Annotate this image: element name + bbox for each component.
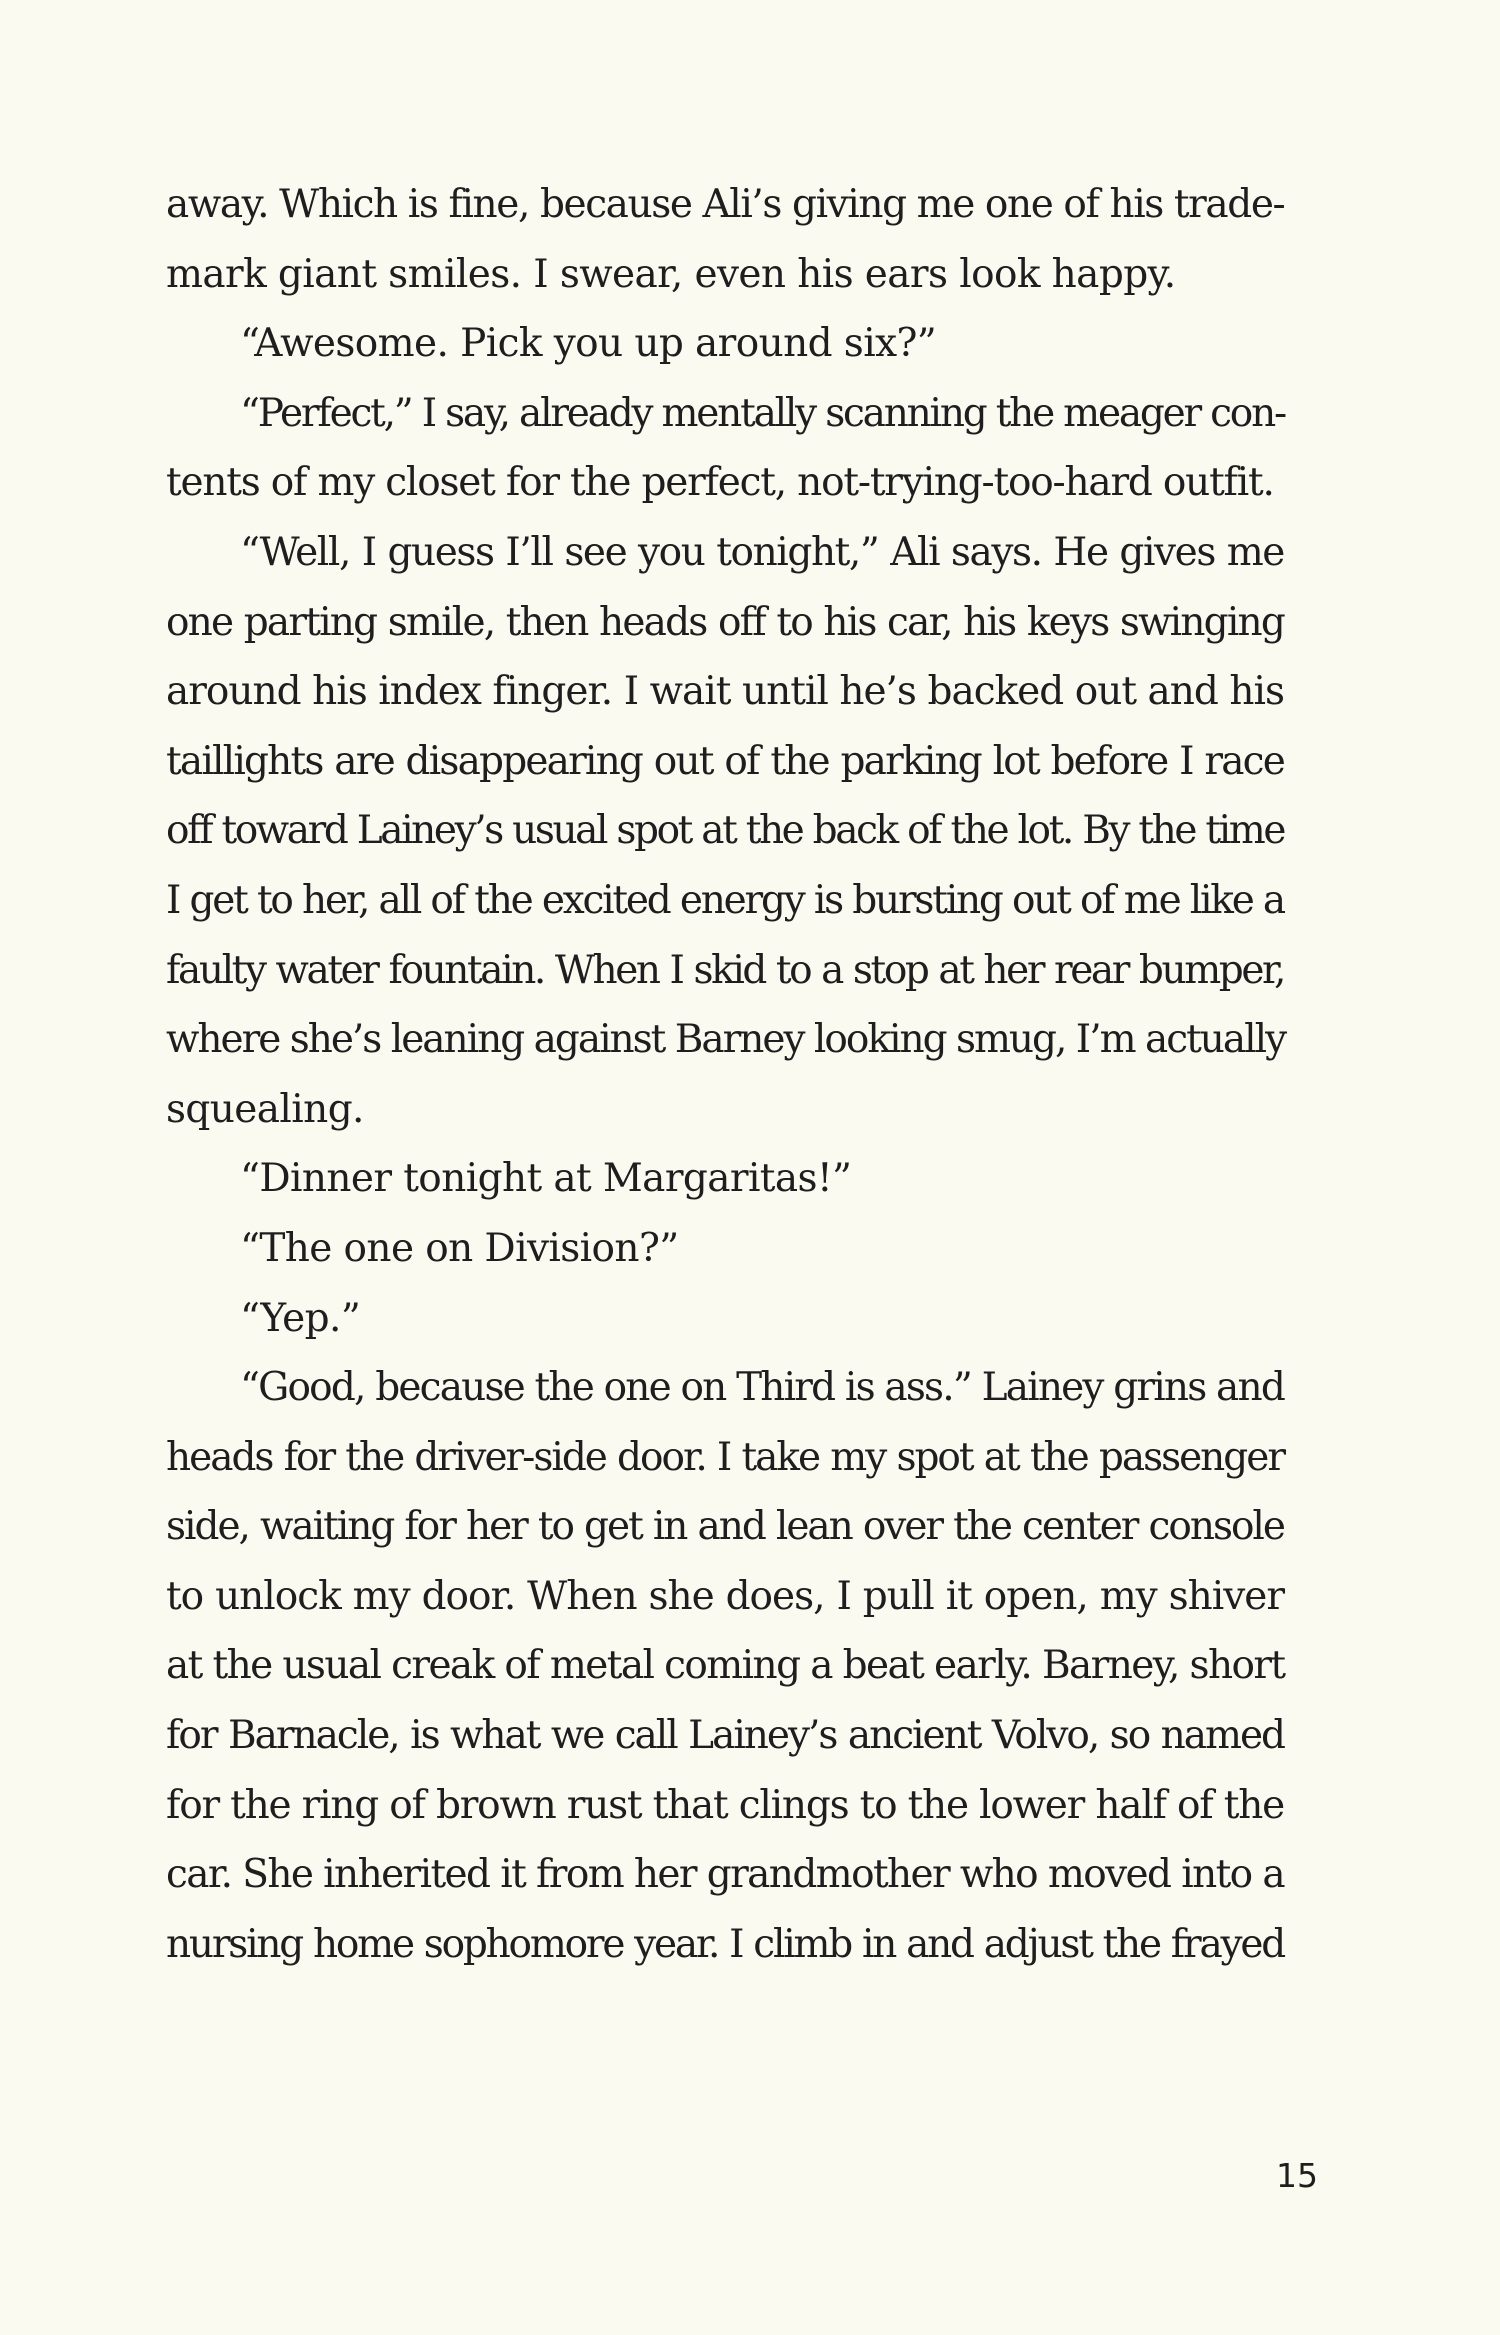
text-line: “Yep.” [240,1295,361,1341]
text-line: at the usual creak of metal coming a beat early. Barney, short [166,1643,1285,1689]
text-line: “Awesome. Pick you up around six?” [240,321,937,367]
text-line: I get to her, all of the excited energy is bursting out of me like a [166,877,1284,923]
text-line: tents of my closet for the perfect, not-trying-too-hard outfit. [166,460,1274,506]
text-line: side, waiting for her to get in and lean over the center console [166,1504,1284,1550]
text-line: taillights are disappearing out of the parking lot before I race [166,738,1284,784]
text-line: faulty water fountain. When I skid to a stop at her rear bumper, [166,947,1284,993]
text-line: for Barnacle, is what we call Lainey’s ancient Volvo, so named [166,1713,1284,1759]
text-line: “Perfect,” I say, already mentally scanning the meager con- [240,390,1285,436]
text-line: off toward Lainey’s usual spot at the back of the lot. By the time [166,808,1284,854]
text-line: around his index finger. I wait until he’s backed out and his [166,669,1284,715]
text-line: one parting smile, then heads off to his car, his keys swinging [166,599,1284,645]
text-line: car. She inherited it from her grandmother who moved into a [166,1852,1284,1898]
text-line: away. Which is fine, because Ali’s giving me one of his trade- [166,182,1285,227]
page-number: 15 [1276,2156,1318,2195]
text-line: squealing. [166,1086,364,1132]
text-line: “Dinner tonight at Margaritas!” [240,1156,852,1202]
body-text [166,170,1284,1979]
text-line: where she’s leaning against Barney looking smug, I’m actually [166,1017,1286,1063]
text-line: heads for the driver-side door. I take my spot at the passenger [166,1434,1284,1480]
text-line: for the ring of brown rust that clings to the lower half of the [166,1782,1284,1828]
text-line: nursing home sophomore year. I climb in and adjust the frayed [166,1921,1284,1967]
text-line: mark giant smiles. I swear, even his ears look happy. [166,251,1176,297]
text-line: to unlock my door. When she does, I pull it open, my shiver [166,1573,1284,1619]
text-line: “Good, because the one on Third is ass.” Lainey grins and [240,1365,1284,1411]
text-line: “The one on Division?” [240,1225,679,1271]
text-line: “Well, I guess I’ll see you tonight,” Ali says. He gives me [240,529,1284,575]
